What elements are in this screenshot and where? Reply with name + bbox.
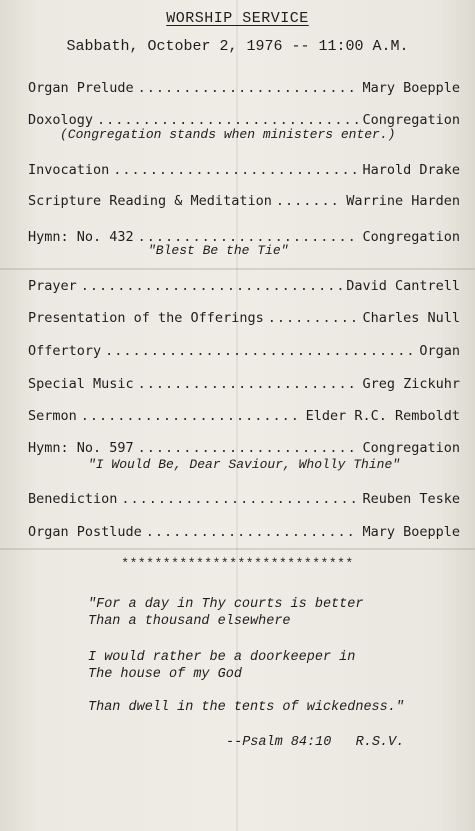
verse-line: "For a day in Thy courts is better — [88, 597, 364, 612]
program-item — [28, 310, 460, 326]
program-person: Congregation — [362, 229, 460, 245]
hymn-title: "I Would Be, Dear Saviour, Wholly Thine" — [88, 457, 401, 472]
verse-line: The house of my God — [88, 667, 242, 682]
star-divider: **************************** — [121, 556, 354, 571]
verse-line: I would rather be a doorkeeper in — [88, 650, 356, 665]
program-part: Special Music — [28, 376, 134, 392]
program-person: Reuben Teske — [362, 491, 460, 507]
program-person: Charles Null — [362, 310, 460, 326]
program-item — [28, 491, 460, 507]
program-item — [28, 343, 460, 359]
program-item — [28, 376, 460, 392]
program-part: Hymn: No. 432 — [28, 229, 134, 245]
program-item — [28, 162, 460, 178]
program-person: Mary Boepple — [362, 524, 460, 540]
program-part: Benediction — [28, 491, 118, 507]
verse-citation: --Psalm 84:10 R.S.V. — [226, 735, 405, 750]
program-person: Organ — [419, 343, 460, 359]
program-item — [28, 440, 460, 456]
program-person: Harold Drake — [362, 162, 460, 178]
program-part: Organ Prelude — [28, 80, 134, 96]
verse-line: Than a thousand elsewhere — [88, 614, 291, 629]
program-person: Elder R.C. Remboldt — [305, 408, 460, 424]
program-person: Congregation — [362, 112, 460, 128]
program-person: Greg Zickuhr — [362, 376, 460, 392]
program-part: Scripture Reading & Meditation — [28, 193, 272, 209]
program-part: Presentation of the Offerings — [28, 310, 264, 326]
program-item — [28, 80, 460, 96]
verse-line: Than dwell in the tents of wickedness." — [88, 700, 404, 715]
program-person: Congregation — [362, 440, 460, 456]
program-person: Mary Boepple — [362, 80, 460, 96]
program-person: Warrine Harden — [346, 193, 460, 209]
program-part: Organ Postlude — [28, 524, 142, 540]
program-part: Hymn: No. 597 — [28, 440, 134, 456]
program-part: Prayer — [28, 278, 77, 294]
program-item — [28, 193, 460, 209]
program-person: David Cantrell — [346, 278, 460, 294]
program-note: (Congregation stands when ministers enter.) — [60, 127, 396, 142]
program-item — [28, 278, 460, 294]
program-item — [28, 408, 460, 424]
program-item — [28, 112, 460, 128]
page-title: WORSHIP SERVICE — [166, 10, 309, 27]
program-item — [28, 524, 460, 540]
program-part: Sermon — [28, 408, 77, 424]
service-date-line: Sabbath, October 2, 1976 -- 11:00 A.M. — [66, 38, 409, 55]
program-part: Invocation — [28, 162, 110, 178]
program-part: Offertory — [28, 343, 102, 359]
program-part: Doxology — [28, 112, 94, 128]
hymn-title: "Blest Be the Tie" — [148, 243, 289, 258]
